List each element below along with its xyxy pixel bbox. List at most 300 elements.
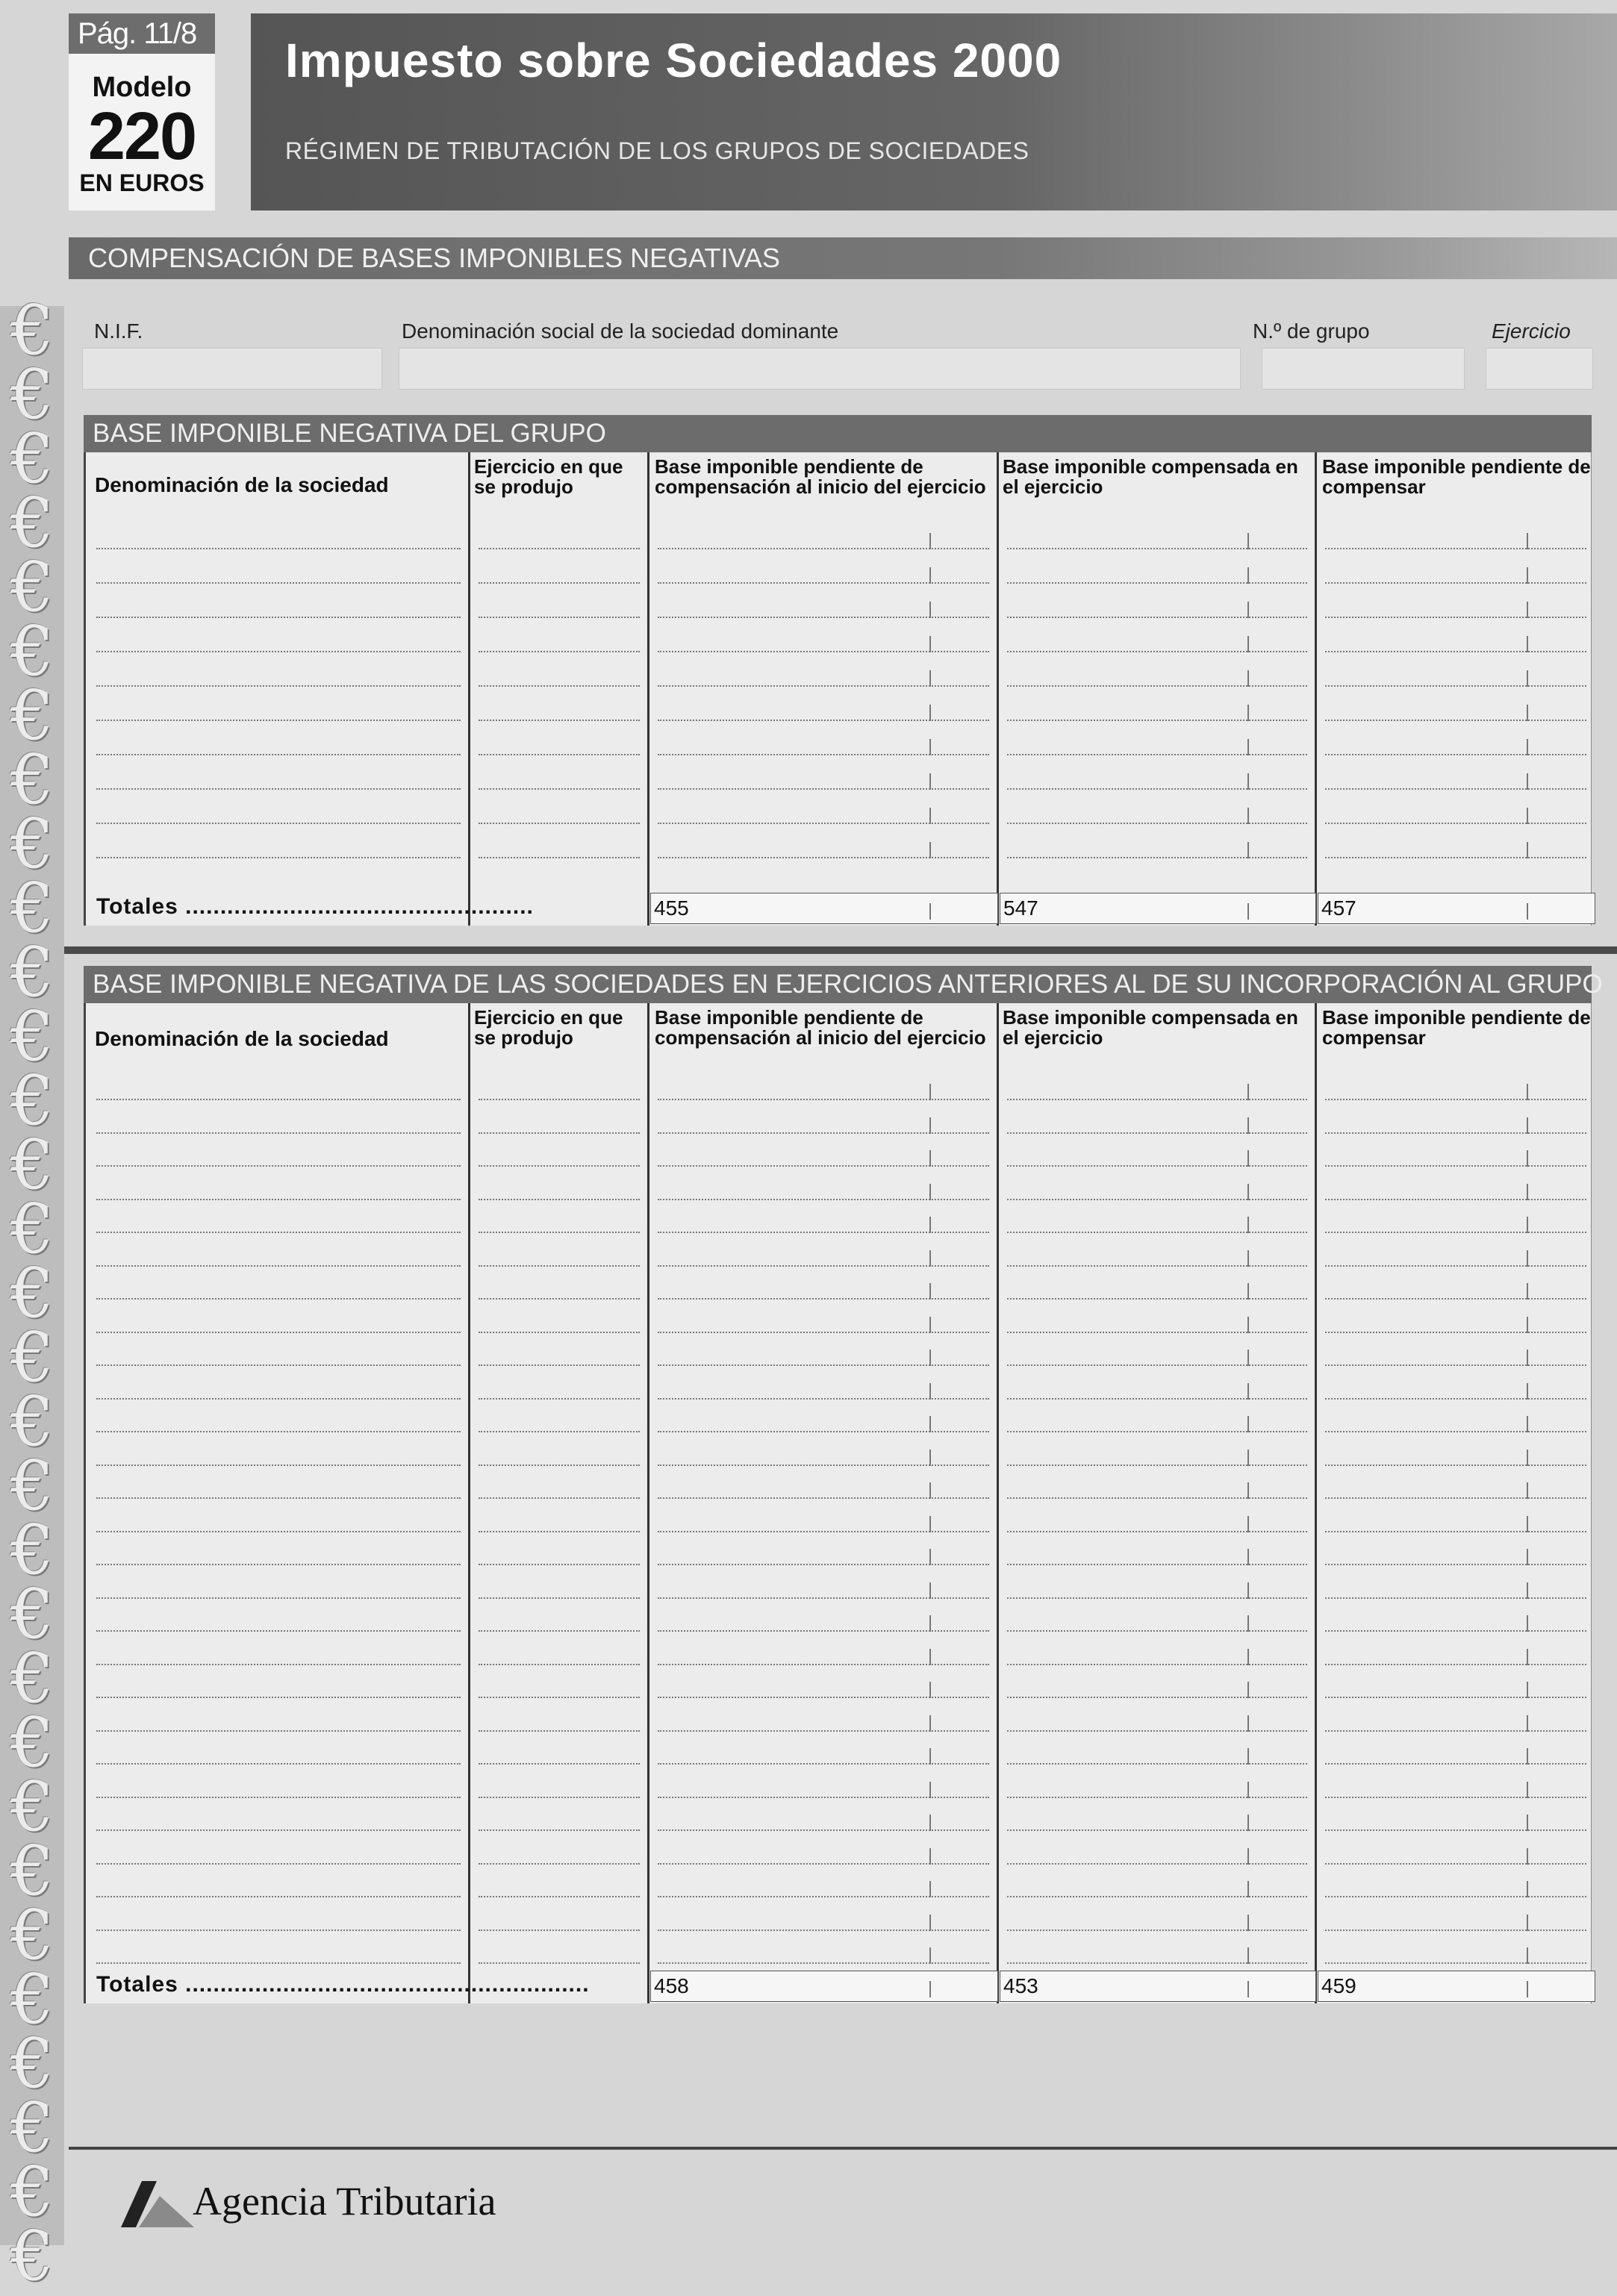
table-row-line[interactable]: [1007, 1199, 1307, 1200]
decimal-tick: [929, 1782, 931, 1798]
table-row-line[interactable]: [658, 754, 989, 755]
table-row-line[interactable]: [96, 788, 461, 790]
table-row-line[interactable]: [479, 685, 640, 687]
table-row-line[interactable]: [658, 1962, 989, 1964]
table-row-line[interactable]: [1007, 720, 1307, 721]
euro-icon: €: [10, 1703, 54, 1782]
total-box-3[interactable]: 457: [1318, 893, 1595, 924]
table-row-line[interactable]: [1325, 857, 1586, 858]
table-row-line[interactable]: [1325, 1497, 1586, 1499]
table-row-line[interactable]: [479, 1763, 640, 1765]
table-row-line[interactable]: [1007, 548, 1307, 549]
table-row-line[interactable]: [96, 1497, 461, 1499]
table-row-line[interactable]: [96, 1863, 461, 1865]
col-head-ejercicio: Ejercicio en que se produjo: [474, 1006, 623, 1049]
ejercicio-field[interactable]: [1486, 348, 1593, 390]
table-row-line[interactable]: [658, 1564, 989, 1565]
denominacion-field[interactable]: [399, 348, 1241, 390]
total-box-2[interactable]: 453: [1000, 1971, 1316, 2002]
decimal-tick: [1247, 1350, 1249, 1366]
decimal-tick: [1527, 1715, 1528, 1732]
decimal-tick: [1527, 1383, 1528, 1400]
decimal-tick: [1527, 1084, 1528, 1100]
decimal-tick: [929, 1715, 931, 1732]
table-row-line[interactable]: [96, 1797, 461, 1798]
table-row-line[interactable]: [96, 582, 461, 584]
decimal-tick: [929, 636, 931, 652]
decimal-tick: [1247, 1482, 1249, 1499]
decimal-tick: [929, 1981, 931, 1997]
decimal-tick: [1247, 705, 1249, 721]
table-row-line[interactable]: [96, 651, 461, 652]
table-row-line[interactable]: [658, 1763, 989, 1765]
decimal-tick: [1247, 1150, 1249, 1167]
table-row-line[interactable]: [1325, 1797, 1586, 1798]
table-row-line[interactable]: [1007, 1630, 1307, 1632]
table-row-line[interactable]: [658, 1199, 989, 1200]
table-row-line[interactable]: [1325, 1664, 1586, 1665]
table-row-line[interactable]: [658, 720, 989, 721]
table-row-line[interactable]: [479, 1829, 640, 1831]
col-head-ejercicio: Ejercicio en que se produjo: [474, 455, 623, 498]
table-row-line[interactable]: [96, 1099, 461, 1100]
table-row-line[interactable]: [1007, 1265, 1307, 1267]
table-row-line[interactable]: [658, 1797, 989, 1798]
table-row-line[interactable]: [479, 1531, 640, 1532]
decimal-tick: [1527, 1317, 1528, 1333]
decimal-tick: [1527, 1615, 1528, 1632]
table-row-line[interactable]: [1007, 1165, 1307, 1167]
table-row-line[interactable]: [479, 1664, 640, 1665]
table-row-line[interactable]: [1325, 754, 1586, 755]
table-row-line[interactable]: [1007, 1298, 1307, 1300]
table-row-line[interactable]: [96, 1364, 461, 1366]
decimal-tick: [929, 1117, 931, 1134]
table-row-line[interactable]: [1007, 1497, 1307, 1499]
table-row-line[interactable]: [1007, 1697, 1307, 1698]
table-row-line[interactable]: [1325, 1398, 1586, 1400]
table-row-line[interactable]: [658, 548, 989, 549]
decimal-tick: [1527, 1350, 1528, 1366]
decimal-tick: [1247, 1250, 1249, 1267]
table-row-line[interactable]: [479, 1497, 640, 1499]
table-row-line[interactable]: [658, 1730, 989, 1732]
table-row-line[interactable]: [658, 1630, 989, 1632]
modelo-box: [69, 54, 215, 210]
table-row-line[interactable]: [96, 1199, 461, 1200]
decimal-tick: [929, 1615, 931, 1632]
table-row-line[interactable]: [96, 1398, 461, 1400]
decimal-tick: [1527, 567, 1528, 584]
decimal-tick: [1247, 1117, 1249, 1134]
table-row-line[interactable]: [96, 1896, 461, 1897]
table-row-line[interactable]: [1007, 1664, 1307, 1665]
decimal-tick: [1527, 1848, 1528, 1865]
decimal-tick: [929, 1915, 931, 1931]
table-row-line[interactable]: [1007, 651, 1307, 652]
table-row-line[interactable]: [1325, 1165, 1586, 1167]
decimal-tick: [929, 1881, 931, 1897]
table-row-line[interactable]: [658, 1165, 989, 1167]
table-row-line[interactable]: [479, 1697, 640, 1698]
table-row-line[interactable]: [96, 1531, 461, 1532]
euro-icon: €: [10, 1189, 54, 1269]
decimal-tick: [1527, 1117, 1528, 1134]
table-row-line[interactable]: [479, 1962, 640, 1964]
table-row-line[interactable]: [1325, 1099, 1586, 1100]
grupo-label: N.º de grupo: [1253, 319, 1370, 343]
table-row-line[interactable]: [479, 1398, 640, 1400]
decimal-tick: [929, 1450, 931, 1466]
total-box-3[interactable]: 459: [1318, 1971, 1595, 2002]
table-row-line[interactable]: [96, 1431, 461, 1432]
table-row-line[interactable]: [658, 1531, 989, 1532]
table-row-line[interactable]: [658, 582, 989, 584]
table-row-line[interactable]: [658, 1232, 989, 1233]
euro-icon: €: [10, 868, 54, 948]
table-row-line[interactable]: [1325, 1364, 1586, 1366]
decimal-tick: [1527, 1250, 1528, 1267]
decimal-tick: [1247, 903, 1249, 920]
decimal-tick: [1527, 1482, 1528, 1499]
table-row-line[interactable]: [658, 1431, 989, 1432]
table-row-line[interactable]: [96, 857, 461, 858]
table-row-line[interactable]: [1325, 1431, 1586, 1432]
table-row-line[interactable]: [479, 548, 640, 549]
decimal-tick: [929, 739, 931, 755]
table-row-line[interactable]: [1325, 1730, 1586, 1732]
table-row-line[interactable]: [479, 788, 640, 790]
table-row-line[interactable]: [479, 1896, 640, 1897]
table-row-line[interactable]: [96, 1630, 461, 1632]
nif-label: N.I.F.: [94, 319, 143, 343]
table-row-line[interactable]: [658, 788, 989, 790]
decimal-tick: [1247, 567, 1249, 584]
decimal-tick: [1247, 1217, 1249, 1233]
decimal-tick: [1247, 533, 1249, 549]
table-row-line[interactable]: [479, 1730, 640, 1732]
decimal-tick: [1527, 1782, 1528, 1798]
decimal-tick: [929, 670, 931, 687]
table-row-line[interactable]: [658, 1099, 989, 1100]
table-row-line[interactable]: [1007, 1232, 1307, 1233]
table-row-line[interactable]: [658, 1298, 989, 1300]
table-row-line[interactable]: [1007, 1962, 1307, 1964]
table-row-line[interactable]: [479, 1364, 640, 1366]
table-row-line[interactable]: [1325, 582, 1586, 584]
table-row-line[interactable]: [1007, 1431, 1307, 1432]
table-row-line[interactable]: [1325, 1697, 1586, 1698]
column-divider: [468, 1003, 470, 2003]
table-row-line[interactable]: [658, 685, 989, 687]
table-row-line[interactable]: [96, 1829, 461, 1831]
decimal-tick: [1247, 1549, 1249, 1565]
table-row-line[interactable]: [1325, 685, 1586, 687]
table-row-line[interactable]: [479, 651, 640, 652]
decimal-tick: [1247, 1649, 1249, 1665]
table-row-line[interactable]: [658, 1930, 989, 1931]
table-row-line[interactable]: [479, 582, 640, 584]
table-row-line[interactable]: [658, 617, 989, 618]
table-row-line[interactable]: [1007, 754, 1307, 755]
decimal-tick: [929, 1947, 931, 1964]
table-row-line[interactable]: [1325, 651, 1586, 652]
euro-icon: €: [10, 2024, 54, 2103]
table-row-line[interactable]: [658, 1497, 989, 1499]
decimal-tick: [929, 1217, 931, 1233]
table-row-line[interactable]: [1007, 1531, 1307, 1532]
table-row-line[interactable]: [479, 1431, 640, 1432]
decimal-tick: [1527, 636, 1528, 652]
total-box-1[interactable]: 458: [650, 1971, 998, 2002]
table-row-line[interactable]: [96, 1332, 461, 1333]
table-row-line[interactable]: [96, 1664, 461, 1665]
table-row-line[interactable]: [96, 1962, 461, 1964]
col-head-compensada: Base imponible compensada en el ejercicio: [1003, 1006, 1298, 1049]
table-row-line[interactable]: [96, 1464, 461, 1466]
decimal-tick: [1247, 1748, 1249, 1765]
col-head-pendiente-inicio: Base imponible pendiente de compensación al inicio del ejercicio: [655, 1006, 986, 1049]
decimal-tick: [929, 1682, 931, 1698]
table-row-line[interactable]: [479, 1930, 640, 1931]
table-row-line[interactable]: [1007, 1332, 1307, 1333]
decimal-tick: [929, 602, 931, 618]
table-row-line[interactable]: [479, 1199, 640, 1200]
table-row-line[interactable]: [96, 1232, 461, 1233]
table-row-line[interactable]: [479, 1298, 640, 1300]
euro-icon: €: [10, 1382, 54, 1461]
table-row-line[interactable]: [1007, 1763, 1307, 1765]
table-row-line[interactable]: [96, 1298, 461, 1300]
table-row-line[interactable]: [479, 1630, 640, 1632]
table-row-line[interactable]: [1325, 720, 1586, 721]
table-row-line[interactable]: [1007, 1930, 1307, 1931]
table-row-line[interactable]: [479, 1797, 640, 1798]
table-row-line[interactable]: [96, 685, 461, 687]
decimal-tick: [1247, 602, 1249, 618]
column-divider: [647, 1003, 649, 2003]
table-row-line[interactable]: [479, 1132, 640, 1134]
table-row-line[interactable]: [1007, 1464, 1307, 1466]
table-row-line[interactable]: [1007, 1099, 1307, 1100]
euro-icon: €: [10, 1574, 54, 1654]
euro-icon: €: [10, 1895, 54, 1975]
table-row-line[interactable]: [1007, 1597, 1307, 1599]
table-row-line[interactable]: [1007, 582, 1307, 584]
decimal-tick: [929, 903, 931, 920]
table-row-line[interactable]: [96, 1930, 461, 1931]
table-row-line[interactable]: [1325, 1464, 1586, 1466]
euro-icon: €: [10, 1253, 54, 1333]
decimal-tick: [1527, 1582, 1528, 1599]
decimal-tick: [1527, 1217, 1528, 1233]
table-row-line[interactable]: [658, 1332, 989, 1333]
table-row-line[interactable]: [479, 1099, 640, 1100]
table2-grid: [84, 1003, 1592, 2003]
table-row-line[interactable]: [658, 823, 989, 824]
euro-icon: €: [10, 290, 54, 370]
table-row-line[interactable]: [96, 1165, 461, 1167]
table-row-line[interactable]: [96, 754, 461, 755]
total-box-1[interactable]: 455: [650, 893, 998, 924]
table-row-line[interactable]: [479, 720, 640, 721]
table-row-line[interactable]: [1007, 788, 1307, 790]
table-row-line[interactable]: [658, 1597, 989, 1599]
table-row-line[interactable]: [1325, 1630, 1586, 1632]
decimal-tick: [1247, 1416, 1249, 1432]
total-box-2[interactable]: 547: [1000, 893, 1316, 924]
table-row-line[interactable]: [658, 651, 989, 652]
decimal-tick: [1527, 1516, 1528, 1532]
table-row-line[interactable]: [658, 1896, 989, 1897]
table-row-line[interactable]: [1007, 823, 1307, 824]
table-row-line[interactable]: [96, 617, 461, 618]
decimal-tick: [1527, 1649, 1528, 1665]
document-title: Impuesto sobre Sociedades 2000: [285, 34, 1062, 87]
decimal-tick: [1527, 903, 1528, 920]
table-row-line[interactable]: [1325, 617, 1586, 618]
table-row-line[interactable]: [479, 1564, 640, 1565]
table-row-line[interactable]: [479, 1597, 640, 1599]
table-row-line[interactable]: [479, 1232, 640, 1233]
grupo-field[interactable]: [1262, 348, 1465, 390]
decimal-tick: [1247, 1084, 1249, 1100]
decimal-tick: [929, 808, 931, 824]
table-row-line[interactable]: [479, 1863, 640, 1865]
table-row-line[interactable]: [1325, 1332, 1586, 1333]
table-row-line[interactable]: [1325, 548, 1586, 549]
section-divider: [64, 946, 1617, 954]
decimal-tick: [929, 1848, 931, 1865]
table-row-line[interactable]: [1007, 1398, 1307, 1400]
table-row-line[interactable]: [1007, 1797, 1307, 1798]
decimal-tick: [1527, 1815, 1528, 1831]
table-row-line[interactable]: [1007, 1564, 1307, 1565]
table-row-line[interactable]: [479, 857, 640, 858]
decimal-tick: [1247, 1317, 1249, 1333]
modelo-label: Modelo: [92, 72, 192, 103]
euro-icon: €: [10, 1831, 54, 1911]
table-row-line[interactable]: [1007, 1364, 1307, 1366]
table-row-line[interactable]: [658, 1132, 989, 1134]
table-row-line[interactable]: [479, 754, 640, 755]
table-row-line[interactable]: [1007, 1863, 1307, 1865]
table-row-line[interactable]: [96, 1597, 461, 1599]
decimal-tick: [929, 1815, 931, 1831]
decimal-tick: [1247, 1715, 1249, 1732]
decimal-tick: [1527, 533, 1528, 549]
table-row-line[interactable]: [658, 1364, 989, 1366]
decimal-tick: [1247, 842, 1249, 858]
table-row-line[interactable]: [658, 1829, 989, 1831]
euro-icon: €: [10, 2088, 54, 2168]
decimal-tick: [1527, 1682, 1528, 1698]
decimal-tick: [1527, 602, 1528, 618]
table-row-line[interactable]: [1007, 1829, 1307, 1831]
table-row-line[interactable]: [658, 1265, 989, 1267]
euro-icon: €: [10, 1125, 54, 1205]
table-row-line[interactable]: [479, 1165, 640, 1167]
table-row-line[interactable]: [96, 720, 461, 721]
decimal-tick: [1527, 739, 1528, 755]
table-row-line[interactable]: [1325, 1199, 1586, 1200]
table-row-line[interactable]: [96, 1697, 461, 1698]
table-row-line[interactable]: [479, 823, 640, 824]
table-row-line[interactable]: [1007, 1730, 1307, 1732]
table-row-line[interactable]: [1007, 1896, 1307, 1897]
decimal-tick: [1527, 1915, 1528, 1931]
euro-icon: €: [10, 1638, 54, 1718]
totals-label: Totales ..................................................: [96, 894, 534, 919]
decimal-tick: [1527, 1184, 1528, 1200]
table-row-line[interactable]: [479, 1265, 640, 1267]
euro-symbol-strip: [0, 290, 64, 2296]
table-row-line[interactable]: [479, 617, 640, 618]
table-row-line[interactable]: [1325, 1763, 1586, 1765]
section-title: COMPENSACIÓN DE BASES IMPONIBLES NEGATIVAS: [69, 237, 1617, 279]
table-row-line[interactable]: [96, 548, 461, 549]
decimal-tick: [1247, 1815, 1249, 1831]
table-row-line[interactable]: [1325, 1531, 1586, 1532]
table-row-line[interactable]: [1007, 685, 1307, 687]
table-row-line[interactable]: [658, 1664, 989, 1665]
decimal-tick: [929, 1649, 931, 1665]
decimal-tick: [929, 1549, 931, 1565]
table-row-line[interactable]: [479, 1464, 640, 1466]
decimal-tick: [1527, 670, 1528, 687]
table-row-line[interactable]: [96, 1730, 461, 1732]
table-row-line[interactable]: [658, 857, 989, 858]
table-row-line[interactable]: [479, 1332, 640, 1333]
table-row-line[interactable]: [1325, 1962, 1586, 1964]
decimal-tick: [1527, 1150, 1528, 1167]
table-row-line[interactable]: [658, 1464, 989, 1466]
agencia-tributaria-logo-icon: [113, 2175, 196, 2235]
table-row-line[interactable]: [1325, 823, 1586, 824]
table-row-line[interactable]: [96, 1265, 461, 1267]
table-row-line[interactable]: [1325, 1863, 1586, 1865]
decimal-tick: [1247, 670, 1249, 687]
euro-icon: €: [10, 419, 54, 499]
table-row-line[interactable]: [1325, 788, 1586, 790]
table-row-line[interactable]: [658, 1863, 989, 1865]
table-row-line[interactable]: [1325, 1298, 1586, 1300]
decimal-tick: [929, 773, 931, 790]
table-row-line[interactable]: [1325, 1896, 1586, 1897]
table-row-line[interactable]: [96, 823, 461, 824]
table-row-line[interactable]: [1325, 1132, 1586, 1134]
table-row-line[interactable]: [1325, 1564, 1586, 1565]
decimal-tick: [1247, 1682, 1249, 1698]
table-row-line[interactable]: [1007, 1132, 1307, 1134]
table-row-line[interactable]: [96, 1763, 461, 1765]
table-row-line[interactable]: [1325, 1265, 1586, 1267]
table-row-line[interactable]: [1007, 617, 1307, 618]
table-row-line[interactable]: [1325, 1930, 1586, 1931]
table-row-line[interactable]: [1325, 1597, 1586, 1599]
table-row-line[interactable]: [96, 1132, 461, 1134]
table-row-line[interactable]: [1325, 1232, 1586, 1233]
table-row-line[interactable]: [1325, 1829, 1586, 1831]
euro-icon: €: [10, 611, 54, 691]
table-row-line[interactable]: [1007, 857, 1307, 858]
table-row-line[interactable]: [658, 1697, 989, 1698]
nif-field[interactable]: [82, 348, 382, 390]
table-row-line[interactable]: [96, 1564, 461, 1565]
table-row-line[interactable]: [658, 1398, 989, 1400]
modelo-number: 220: [87, 99, 196, 174]
decimal-tick: [1527, 808, 1528, 824]
